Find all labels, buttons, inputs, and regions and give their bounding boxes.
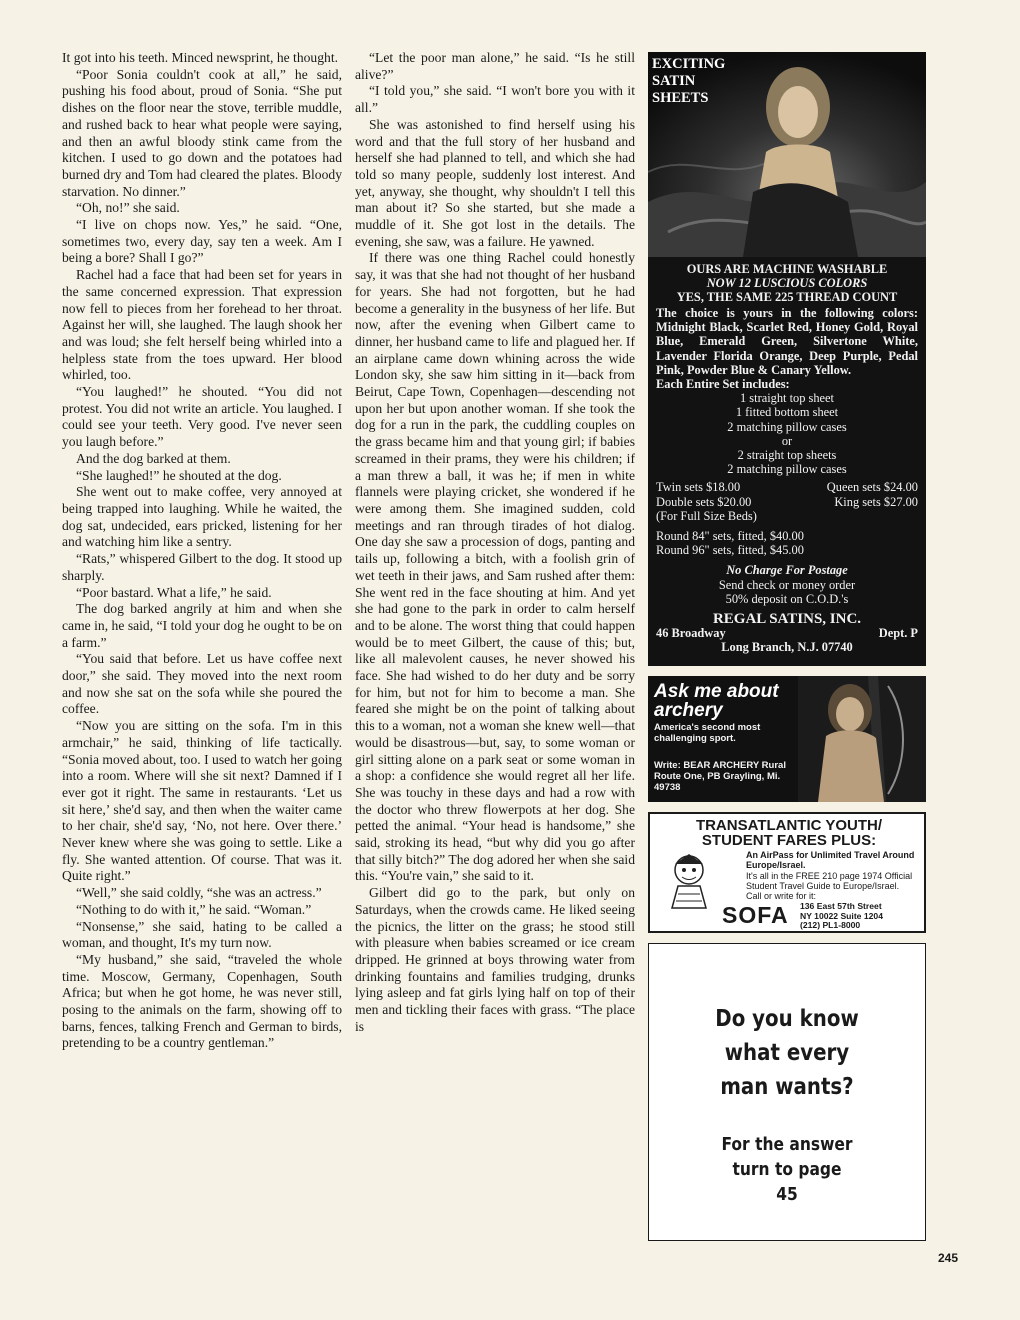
set-includes-label: Each Entire Set includes: xyxy=(656,377,790,392)
sofa-logo: SOFA xyxy=(722,902,789,928)
thread-count-line: YES, THE SAME 225 THREAD COUNT xyxy=(676,290,898,304)
article-paragraph: It got into his teeth. Minced newsprint, he thought. xyxy=(62,50,338,65)
article-paragraph: “Nonsense,” she said, hating to be called a woman, and thought, It's my turn now. xyxy=(62,918,342,951)
article-paragraph: “You laughed!” he shouted. “You did not protest. You did not write an article. You laughed. I could see your teeth. Very good. I've never seen you laugh before.” xyxy=(62,384,342,450)
article-paragraph: “Rats,” whispered Gilbert to the dog. It stood up sharply. xyxy=(62,551,342,583)
student-fares-ad xyxy=(648,812,926,933)
travel-guide-text: It's all in the FREE 210 page 1974 Official Student Travel Guide to Europe/Israel. Call or write for it: xyxy=(746,871,913,901)
address-row xyxy=(656,626,918,640)
double-price: Double sets $20.00 xyxy=(656,494,752,509)
round-84-price: Round 84" sets, fitted, $40.00 xyxy=(656,529,804,544)
article-paragraph: “Poor bastard. What a life,” he said. xyxy=(76,584,272,600)
archer-photo xyxy=(798,676,926,802)
student-cartoon-icon xyxy=(660,850,718,910)
article-paragraph: “I told you,” she said. “I won't bore you with it all.” xyxy=(355,83,635,116)
article-column-1 xyxy=(62,50,342,1052)
archery-address: Write: BEAR ARCHERY Rural Route One, PB Grayling, Mi. 49738 xyxy=(654,760,786,793)
deposit-note: 50% deposit on C.O.D.'s xyxy=(725,591,849,606)
set-b-item-1: 2 straight top sheets xyxy=(737,448,837,463)
round-96-price: Round 96" sets, fitted, $45.00 xyxy=(656,543,804,558)
sofa-address-line-2: NY 10022 Suite 1204 xyxy=(800,910,883,921)
article-paragraph: “Nothing to do with it,” he said. “Woman.” xyxy=(76,901,312,917)
fares-headline-1: TRANSATLANTIC YOUTH/ xyxy=(695,817,883,834)
color-list: The choice is yours in the following colors: Midnight Black, Scarlet Red, Honey Gold, Royal Blue, Emerald Green, Silvertone White, Lavender Florida Orange, Deep Purple, Pedal Pink, Powder Blue & Canary Yellow. xyxy=(656,306,918,377)
fares-headline-2: STUDENT FARES PLUS: xyxy=(701,832,877,849)
machine-washable-line: OURS ARE MACHINE WASHABLE xyxy=(686,262,888,276)
city-address: Long Branch, N.J. 07740 xyxy=(721,640,853,655)
full-size-note: (For Full Size Beds) xyxy=(656,508,757,523)
article-paragraph: “You said that before. Let us have coffee next door,” she said. They moved into the next room and now she sat on the sofa while she poured the coffee. xyxy=(62,651,342,717)
sofa-phone: (212) PL1-8000 xyxy=(800,920,861,930)
satin-model-photo xyxy=(648,52,926,257)
page-45-promo xyxy=(648,943,926,1241)
article-paragraph: “She laughed!” he shouted at the dog. xyxy=(76,467,282,483)
archery-ad xyxy=(648,676,926,802)
article-paragraph: “Oh, no!” she said. xyxy=(76,200,180,216)
promo-answer: For the answer turn to page 45 xyxy=(721,1134,853,1205)
article-paragraph: If there was one thing Rachel could honestly say, it was that she had not thought of her husband for years. She had not forgotten, but he had become a generality in the busyness of her life. But now, after the evening when Gilbert came to dinner, her husband came to life and plagued her. If an airplane came down whining across the wide London sky, she saw him sitting in it—back from Beirut, Cape Town, Copenhagen—descending not upon her but upon another woman. If she took the dog for a run in the park, the cuddling couples on the grass became him and that young girl; if babies screamed in their prams, they were his children; if a man threw a ball, it was he; if men in white flannels were playing cricket, she wondered if he were among them. She imagined sudden, cold meetings and ran through tirades of hot dialog. One day she saw a procession of dogs, panting and tails up, following a bitch, with a foolish grin of wet teeth in their jaws, and Sam rushed after them: She went red in the face shouting at him. And yet she had gone to the park in order to calm herself and to be alone. The worst thing that could happen would be to meet Gilbert, the cause of this; but, like all malevolent causes, he never showed his face. She had wished to do her duty and be sorry for him, but not for him to become a man. She feared she might be on the point of talking about this to a woman, not a woman she knew well—that would be disastrous—but, say, to some woman or girl sitting alone on a park seat or some woman in a shop: a confidence she would regret all her life. She was touchy in these days and had a row with the doctor who threw flowerpots at her dog. She petted the animal. “Your head is handsome,” she said, stroking its head, “but why did you go after that silly bitch?” The dog adored her when she said this. “You're vain,” she said to it. xyxy=(355,250,635,884)
article-paragraph: The dog barked angrily at him and when she came in, he said, “I told your dog he ought to be on a farm.” xyxy=(62,601,342,650)
satin-details xyxy=(656,262,918,655)
satin-headline: EXCITING SATIN SHEETS xyxy=(652,56,726,106)
article-paragraph: “My husband,” she said, “traveled the whole time. Moscow, Germany, Copenhagen, South Africa; but when he got home, he was never still, posing to the animals on the farm, showing off to barns, fences, talking French and German to birds, pretending to be a country gentleman.” xyxy=(62,951,342,1051)
dept-code: Dept. P xyxy=(878,626,918,641)
article-paragraph: Rachel had a face that had been set for years in the same concerned expression. That expression now fell to pieces from her forehead to her throat. Against her will, she laughed. The laugh shook her and was loud; she felt herself being whirled into a helpless state from the toes upward. Her blood whirled, too. xyxy=(62,267,342,383)
article-paragraph: “Let the poor man alone,” he said. “Is he still alive?” xyxy=(355,50,635,82)
article-paragraph: Gilbert did go to the park, but only on Saturdays, when the crowds came. He liked seeing the picnics, the litter on the grass; he stood still with pleasure when babies screamed or ice cream dripped. He grinned at boys throwing water from drinking fountains and families trudging, drunks lying asleep and fat girls lying half on top of their men and tickling their faces with grass. “The place is xyxy=(355,885,635,1034)
price-row-1 xyxy=(656,480,918,494)
street-address: 46 Broadway xyxy=(656,626,726,641)
article-column-2 xyxy=(355,50,635,1035)
article-paragraph: “Well,” she said coldly, “she was an actress.” xyxy=(76,885,322,901)
set-a-item-1: 1 straight top sheet xyxy=(740,391,834,406)
article-paragraph: She was astonished to find herself using his word and that the full story of her husband and herself she had planned to tell, and which she had told so many people, suddenly lost interest. And yet, anyway, she thought, why shouldn't I tell this man about it? So she started, but she made a muddle of it. She got lost in the details. The evening, she saw, was a failure. He yawned. xyxy=(355,116,635,249)
colors-count-line: NOW 12 LUSCIOUS COLORS xyxy=(706,276,868,290)
article-paragraph: “Poor Sonia couldn't cook at all,” he said, pushing his food about, proud of Sonia. “She put dishes on the floor near the stove, terrible muddle, and rushed back to hear what people were saying, and then an awful bloody stink came from the kitchen. I used to go down and the potatoes had burned dry and Tom had cleared the plates. Bloody starvation. No dinner.” xyxy=(62,66,342,199)
sofa-address xyxy=(800,902,918,931)
set-a-item-2: 1 fitted bottom sheet xyxy=(735,405,839,420)
sofa-address-line-1: 136 East 57th Street xyxy=(800,901,882,911)
price-row-2 xyxy=(656,495,918,509)
archery-headline: Ask me about archery xyxy=(654,681,779,721)
set-a-item-3: 2 matching pillow cases xyxy=(727,419,847,434)
satin-sheets-ad xyxy=(648,52,926,666)
promo-question: Do you know what every man wants? xyxy=(715,1006,859,1100)
check-note: Send check or money order xyxy=(718,577,856,592)
article-paragraph: “I live on chops now. Yes,” he said. “One, sometimes two, every day, say ten a week. Am I being a bore? Shall I go?” xyxy=(62,217,342,266)
queen-price: Queen sets $24.00 xyxy=(826,480,918,495)
article-paragraph: She went out to make coffee, very annoyed at being trapped into laughing. While he waited, the dog sat, undecided, ears pricked, listening for her and watching him like a sentry. xyxy=(62,484,342,550)
or-label: or xyxy=(781,433,793,448)
page-number: 245 xyxy=(938,1251,959,1265)
company-name: REGAL SATINS, INC. xyxy=(712,611,862,628)
article-paragraph: And the dog barked at them. xyxy=(76,450,231,466)
set-b-item-2: 2 matching pillow cases xyxy=(727,462,847,477)
airpass-text: An AirPass for Unlimited Travel Around Europe/Israel. xyxy=(746,850,915,870)
twin-price: Twin sets $18.00 xyxy=(656,480,741,495)
archery-tagline: America's second most challenging sport. xyxy=(654,722,761,744)
king-price: King sets $27.00 xyxy=(834,494,918,509)
postage-note: No Charge For Postage xyxy=(726,563,848,578)
article-paragraph: “Now you are sitting on the sofa. I'm in this armchair,” he said, thinking of life tactically. “Sonia moved about, too. I used to watch her going into a room. Where will she sit next? Damned if I ever got it right. The same in restaurants. ‘Let us sit here,’ she'd say, and then when the waiter came to her chair, she'd say, ‘No, not here. Over there.’ Never knew where she was going to settle. Like a fly. She wanted attention. Of course. That was it. Quite right.” xyxy=(62,718,342,884)
